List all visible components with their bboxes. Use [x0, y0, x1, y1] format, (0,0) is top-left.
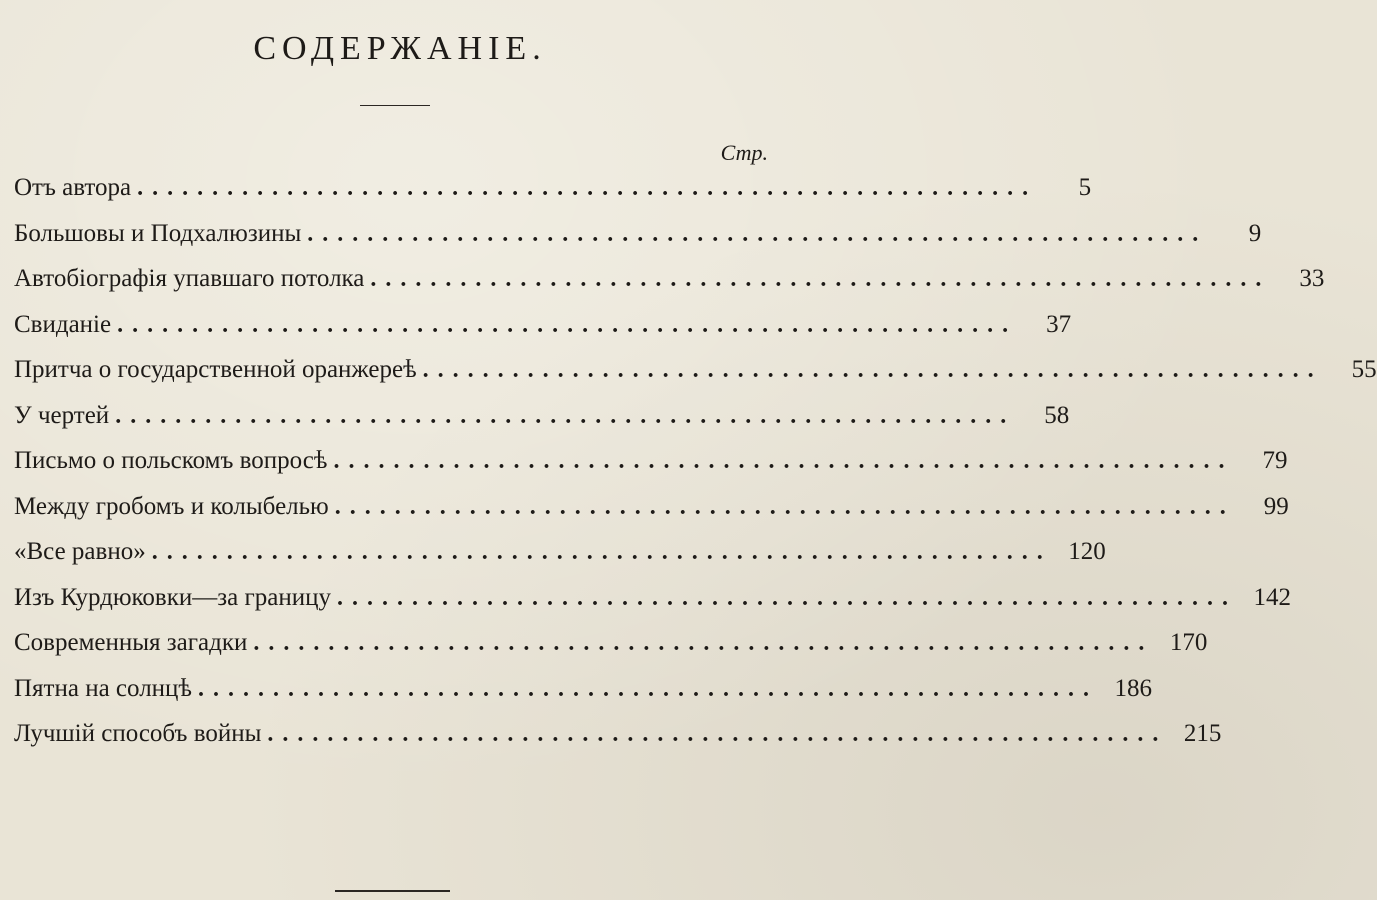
bottom-divider — [335, 890, 450, 892]
toc-entry-page: 142 — [1253, 583, 1291, 611]
toc-entry — [14, 575, 1291, 621]
toc-entry-title: Современныя загадки — [14, 629, 248, 656]
toc-entry-title: Автобіографія упавшаго потолка — [14, 265, 365, 292]
table-of-contents — [14, 165, 1377, 757]
dot-leader: ............................................................ — [151, 539, 1052, 565]
toc-entry-page: 215 — [1183, 720, 1222, 747]
toc-entry — [14, 529, 1106, 575]
toc-entry — [14, 438, 1288, 484]
toc-entry — [14, 666, 1153, 712]
toc-entry — [14, 711, 1222, 757]
title-divider — [360, 105, 430, 106]
toc-entry — [14, 484, 1289, 530]
toc-entry-title: Отъ автора — [14, 174, 132, 201]
toc-entry-page: 79 — [1262, 447, 1288, 474]
toc-entry-title: «Все равно» — [14, 538, 146, 565]
dot-leader: ............................................................ — [370, 266, 1271, 292]
dot-leader: ............................................................ — [137, 175, 1038, 201]
toc-entry-page: 170 — [1169, 629, 1208, 656]
toc-entry — [14, 211, 1262, 257]
toc-entry-title: Изъ Курдюковки—за границу — [14, 583, 331, 611]
dot-leader: ............................................................ — [336, 584, 1237, 611]
toc-entry — [14, 347, 1377, 393]
toc-entry-page: 55 — [1351, 356, 1377, 383]
toc-entry-title: Свиданіе — [14, 310, 112, 338]
toc-entry-title: Между гробомъ и колыбелью — [14, 492, 329, 520]
toc-entry-page: 5 — [1078, 174, 1092, 201]
toc-entry-title: Большовы и Подхалюзины — [14, 219, 302, 247]
toc-entry-page: 99 — [1263, 492, 1289, 520]
dot-leader: ............................................................ — [117, 311, 1018, 338]
dot-leader: ............................................................ — [422, 357, 1323, 383]
toc-entry-page: 58 — [1044, 401, 1070, 429]
dot-leader: ............................................................ — [333, 448, 1234, 474]
dot-leader: ............................................................ — [198, 675, 1099, 702]
dot-leader: ............................................................ — [253, 630, 1154, 656]
toc-entry-title: Письмо о польскомъ вопросѣ — [14, 447, 328, 474]
dot-leader: ............................................................ — [115, 402, 1016, 429]
toc-entry-title: У чертей — [14, 401, 110, 429]
toc-entry-title: Притча о государственной оранжереѣ — [14, 356, 417, 383]
toc-entry — [14, 165, 1092, 211]
page-column-header: Стр. — [720, 140, 768, 165]
toc-entry-page: 186 — [1114, 674, 1153, 702]
toc-entry-page: 37 — [1046, 310, 1072, 338]
toc-entry — [14, 302, 1072, 348]
toc-entry-page: 33 — [1299, 265, 1325, 292]
dot-leader: ............................................................ — [334, 493, 1235, 520]
toc-entry-title: Лучшій способъ войны — [14, 720, 262, 747]
page-title: СОДЕРЖАНІЕ. — [253, 30, 547, 67]
toc-entry-title: Пятна на солнцѣ — [14, 674, 193, 702]
dot-leader: ............................................................ — [267, 721, 1168, 747]
toc-entry — [14, 393, 1070, 439]
dot-leader: ............................................................ — [307, 220, 1208, 247]
toc-entry — [14, 256, 1325, 302]
toc-entry — [14, 620, 1208, 666]
toc-entry-page: 120 — [1068, 538, 1106, 565]
toc-entry-page: 9 — [1248, 219, 1262, 247]
